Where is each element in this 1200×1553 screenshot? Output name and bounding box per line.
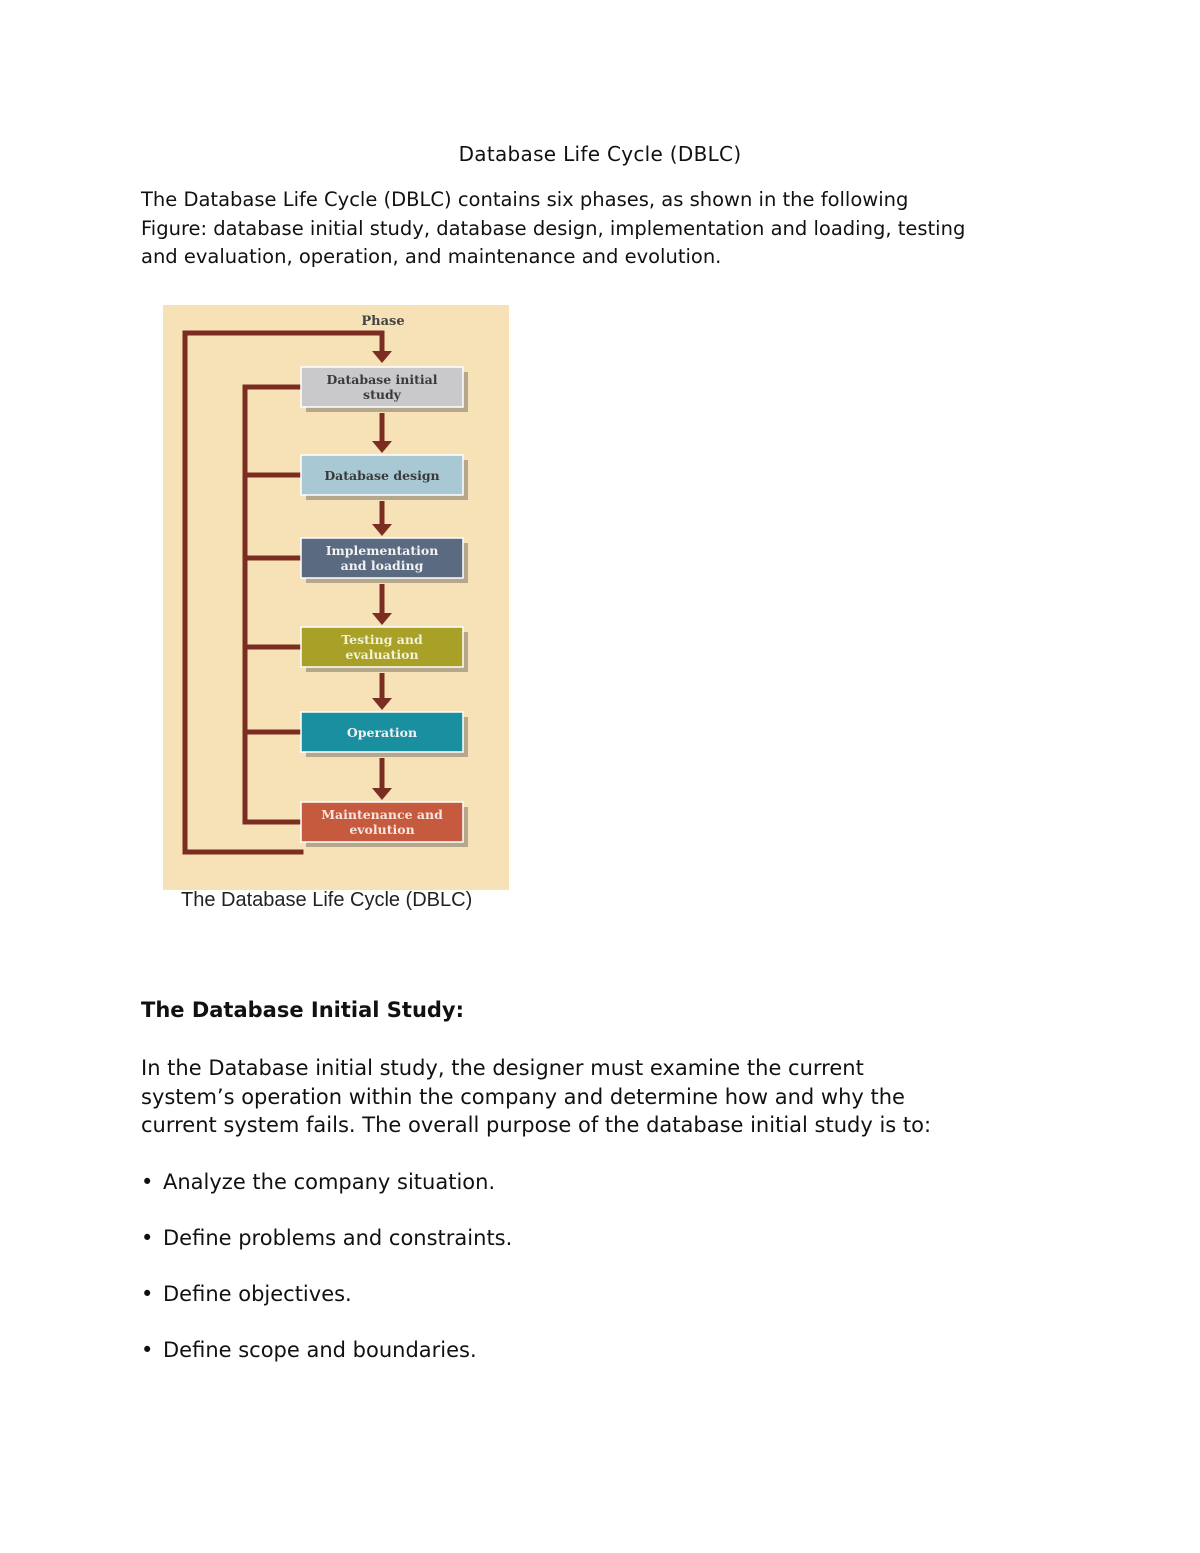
bullet-text: Analyze the company situation.: [163, 1170, 496, 1194]
section-heading: The Database Initial Study:: [141, 998, 465, 1022]
paragraph-line: current system fails. The overall purpose of the database initial study is to:: [141, 1113, 932, 1137]
bullet-icon: •: [141, 1226, 154, 1250]
phase-label: evolution: [349, 822, 415, 837]
dblc-figure: [163, 305, 513, 925]
phase-label: Database design: [324, 468, 440, 483]
paragraph-line: In the Database initial study, the designer must examine the current: [141, 1056, 864, 1080]
list-item: [141, 1335, 512, 1391]
phase-label: evaluation: [345, 647, 419, 662]
intro-line: Figure: database initial study, database design, implementation and loading, testing: [141, 216, 966, 240]
figure-caption: The Database Life Cycle (DBLC): [181, 889, 473, 911]
section-paragraph: [141, 1054, 1081, 1140]
phase-label: and loading: [340, 558, 424, 573]
bullet-text: Define scope and boundaries.: [163, 1338, 477, 1362]
bullet-icon: •: [141, 1338, 154, 1362]
phase-label: Database initial: [326, 372, 438, 387]
list-item: [141, 1223, 512, 1279]
phase-label: Testing and: [341, 632, 423, 647]
paragraph-line: system’s operation within the company and determine how and why the: [141, 1084, 905, 1109]
bullet-icon: •: [141, 1170, 154, 1194]
bullet-icon: •: [141, 1282, 154, 1306]
phase-label: study: [363, 387, 401, 402]
list-item: [141, 1167, 512, 1223]
bullet-text: Define objectives.: [163, 1282, 352, 1306]
bullet-list: [141, 1167, 512, 1391]
list-item: [141, 1279, 512, 1335]
intro-line: and evaluation, operation, and maintenance and evolution.: [141, 245, 722, 268]
phase-label: Operation: [346, 725, 418, 740]
phase-header: Phase: [361, 314, 405, 329]
phase-label: Implementation: [325, 543, 439, 558]
phase-label: Maintenance and: [321, 807, 443, 822]
intro-line: The Database Life Cycle (DBLC) contains six phases, as shown in the following: [141, 188, 909, 211]
intro-paragraph: [141, 186, 1081, 272]
bullet-text: Define problems and constraints.: [163, 1226, 513, 1250]
page-title: Database Life Cycle (DBLC): [458, 142, 742, 166]
dblc-diagram: [163, 305, 513, 925]
